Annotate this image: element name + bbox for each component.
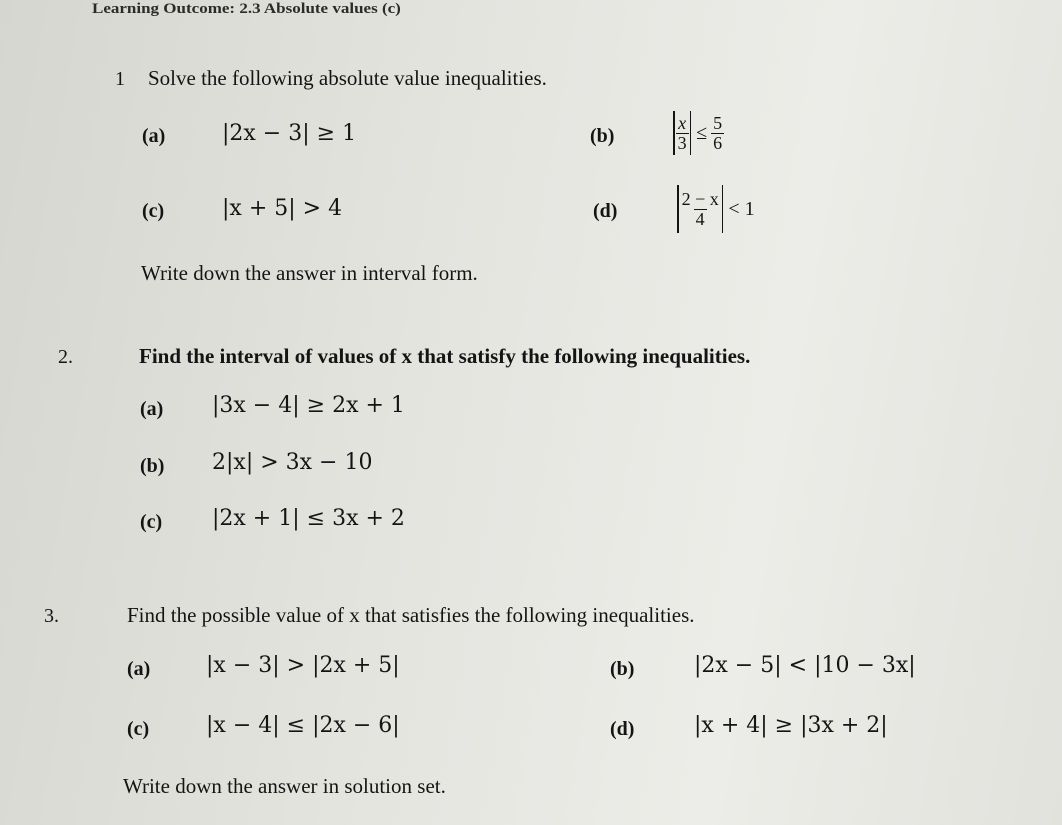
- q3-part-d-label: (d): [610, 718, 635, 740]
- question-2-text: Find the interval of values of x that satisfy the following inequalities.: [139, 344, 751, 368]
- q3-part-a-expression: |x − 3| > |2x + 5|: [206, 653, 400, 678]
- q3-part-d-expression: |x + 4| ≥ |3x + 2|: [694, 713, 888, 738]
- fraction-numerator: 2 − x: [681, 188, 719, 209]
- q3-part-b-label: (b): [610, 658, 635, 680]
- q1-part-b-expression: [672, 111, 724, 155]
- question-1-text: Solve the following absolute value inequalities.: [148, 66, 547, 90]
- question-3-text: Find the possible value of x that satisfies the following inequalities.: [127, 603, 695, 627]
- q1-part-c-label: (c): [142, 200, 165, 222]
- q2-part-a-expression: |3x − 4| ≥ 2x + 1: [212, 393, 405, 418]
- q2-part-c-label: (c): [140, 511, 163, 533]
- fraction-numerator: x: [678, 112, 687, 133]
- q2-part-b-label: (b): [140, 455, 165, 477]
- q3-part-b-expression: |2x − 5| < |10 − 3x|: [694, 653, 916, 678]
- rhs-denominator: 6: [713, 132, 723, 153]
- fraction-denominator: 4: [695, 208, 705, 229]
- relation-rhs: < 1: [728, 197, 755, 220]
- q2-part-c-expression: |2x + 1| ≤ 3x + 2: [212, 506, 405, 531]
- q1-part-c-expression: |x + 5| > 4: [222, 196, 343, 221]
- abs-bar-left: [677, 185, 679, 233]
- q1-part-a-label: (a): [142, 125, 166, 147]
- relation-symbol: ≤: [696, 121, 708, 144]
- question-1-footer: Write down the answer in interval form.: [141, 261, 478, 285]
- question-1-number: 1: [115, 68, 125, 90]
- q3-part-a-label: (a): [127, 658, 151, 680]
- q2-part-a-label: (a): [140, 398, 164, 420]
- question-3-number: 3.: [44, 605, 59, 627]
- learning-outcome-header: Learning Outcome: 2.3 Absolute values (c): [92, 0, 401, 17]
- abs-bar-right: [722, 185, 724, 233]
- abs-bar-left: [673, 111, 675, 155]
- q2-part-b-expression: 2|x| > 3x − 10: [212, 450, 373, 475]
- q1-part-a-expression: |2x − 3| ≥ 1: [222, 121, 357, 146]
- rhs-fraction: [711, 114, 724, 153]
- fraction: [680, 190, 721, 229]
- q1-part-b-label: (b): [590, 125, 615, 147]
- question-2-number: 2.: [58, 346, 73, 368]
- fraction: [676, 114, 689, 153]
- q3-part-c-label: (c): [127, 718, 150, 740]
- fraction-denominator: 3: [677, 132, 687, 153]
- q3-part-c-expression: |x − 4| ≤ |2x − 6|: [206, 713, 400, 738]
- rhs-numerator: 5: [713, 112, 723, 133]
- q1-part-d-label: (d): [593, 200, 618, 222]
- abs-bar-right: [690, 111, 692, 155]
- q1-part-d-expression: [676, 185, 759, 233]
- question-3-footer: Write down the answer in solution set.: [123, 774, 446, 798]
